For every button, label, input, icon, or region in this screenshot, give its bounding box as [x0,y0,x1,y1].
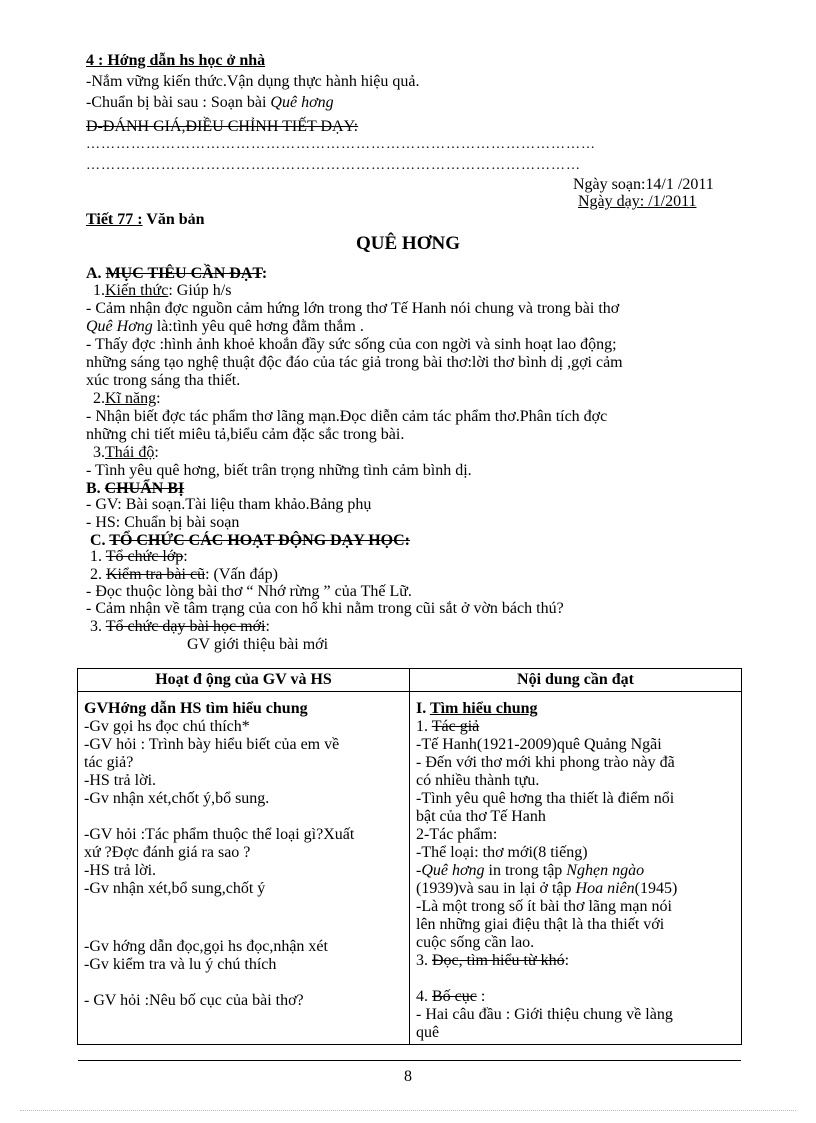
new-lesson-intro: GV giới thiệu bài mới [187,636,329,653]
left-line: - GV hỏi :Nêu bố cục của bài thơ? [84,992,304,1009]
preparation-gv: - GV: Bài soạn.Tài liệu tham khảo.Bảng phụ [86,496,372,513]
right-line: bật của thơ Tế Hanh [416,808,546,825]
knowledge-label: 1.Kiến thức: Giúp h/s [93,282,232,299]
lesson-label: Tiết 77 : Văn bản [86,211,205,228]
left-line: -HS trả lời. [84,862,157,879]
right-heading: I. Tìm hiểu chung [416,700,538,717]
knowledge-line-3: - Thấy đợc :hình ảnh khoẻ khoắn đầy sức sống của con ngời và sinh hoạt lao động; [86,336,617,353]
header-content: Nội dung cần đạt [410,669,742,692]
evaluation-heading: D-ĐÁNH GIÁ,ĐIỀU CHỈNH TIẾT DẠY: [86,118,359,135]
read-label: 3. Đọc, tìm hiểu từ khó: [416,952,570,969]
layout-label: 4. Bố cục : [416,988,486,1005]
right-line: - Đến với thơ mới khi phong trào này đã [416,754,675,771]
right-line: cuộc sống cần lao. [416,934,535,951]
right-line: quê [416,1024,440,1041]
date-taught: Ngày dạy: /1/2011 [578,193,697,210]
left-line: -Gv hớng dẫn đọc,gọi hs đọc,nhận xét [84,938,328,955]
knowledge-line-1: - Cảm nhận đợc nguồn cảm hứng lớn trong thơ Tế Hanh nói chung và trong bài thơ [86,300,620,317]
objectives-heading: A. MỤC TIÊU CẦN ĐẠT: [86,265,268,282]
page-number: 8 [404,1068,412,1085]
right-line: 2-Tác phẩm: [416,826,498,843]
old-lesson-check: 2. Kiểm tra bài cũ: (Vấn đáp) [90,566,278,583]
dotted-line-2: ……………………………………………………………………………………… [86,158,581,173]
left-line: -Gv nhận xét,bổ sung,chốt ý [84,880,266,897]
left-line: xứ ?Đợc đánh giá ra sao ? [84,844,251,861]
header-activities: Hoạt đ ộng của GV và HS [78,669,410,692]
skills-line-1: - Nhận biết đợc tác phẩm thơ lãng mạn.Đọc diễn cảm tác phẩm thơ.Phân tích đợc [86,408,608,425]
right-line: - Hai câu đầu : Giới thiệu chung về làng [416,1006,673,1023]
left-line: -HS trả lời. [84,772,157,789]
right-line: -Là một trong số ít bài thơ lãng mạn nói [416,898,672,915]
new-lesson-label: 3. Tổ chức dạy bài học mới: [90,618,270,635]
attitude-line-1: - Tình yêu quê hơng, biết trân trọng những tình cảm bình dị. [86,462,472,479]
homework-line-1: -Nắm vững kiến thức.Vận dụng thực hành hiệu quả. [86,73,420,90]
check-question-2: - Cảm nhận về tâm trạng của con hổ khi nằm trong cũi sắt ở vờn bách thú? [86,600,564,617]
footer-rule [20,1110,796,1111]
bottom-rule [78,1060,741,1061]
right-line: có nhiều thành tựu. [416,772,540,789]
preparation-hs: - HS: Chuẩn bị bài soạn [86,514,240,531]
right-line: lên những giai điệu thật là tha thiết với [416,916,665,933]
class-organization: 1. Tổ chức lớp: [90,548,188,565]
right-line: -Tế Hanh(1921-2009)quê Quảng Ngãi [416,736,662,753]
left-line: -Gv gọi hs đọc chú thích* [84,718,250,735]
activities-heading: C. TỔ CHỨC CÁC HOẠT ĐỘNG DẠY HỌC: [90,532,411,549]
left-line: -Gv kiểm tra và lu ý chú thích [84,956,277,973]
lesson-title: QUÊ HƠNG [356,233,460,254]
dotted-line-1: ………………………………………………………………………………………… [86,137,596,152]
check-question-1: - Đọc thuộc lòng bài thơ “ Nhớ rừng ” của Thế Lữ. [86,583,412,600]
right-line: -Tình yêu quê hơng tha thiết là điểm nổi [416,790,675,807]
date-prepared: Ngày soạn:14/1 /2011 [573,176,714,193]
attitude-label: 3.Thái độ: [93,444,159,461]
knowledge-line-4: những sáng tạo nghệ thuật độc đáo của tác giả trong bài thơ:lời thơ bình dị ,gợi cảm [86,354,623,371]
left-heading: GVHớng dẫn HS tìm hiểu chung [84,700,308,717]
right-line: (1939)và sau in lại ở tập Hoa niên(1945) [416,880,678,897]
homework-line-2: -Chuẩn bị bài sau : Soạn bài Quê hơng [86,94,334,111]
left-line: tác giả? [84,754,134,771]
left-line: -GV hỏi : Trình bày hiểu biết của em về [84,736,340,753]
knowledge-line-2: Quê Hơng là:tình yêu quê hơng đằm thắm . [86,318,364,335]
homework-heading: 4 : Hớng dẫn hs học ở nhà [86,52,266,69]
left-line: -GV hỏi :Tác phẩm thuộc thể loại gì?Xuất [84,826,355,843]
activities-cell [78,692,410,1045]
preparation-heading: B. CHUẨN BỊ [86,480,185,497]
left-line: -Gv nhận xét,chốt ý,bổ sung. [84,790,270,807]
lesson-table [77,668,742,1045]
skills-line-2: những chi tiết miêu tả,biểu cảm đặc sắc trong bài. [86,426,405,443]
right-line: -Quê hơng in trong tập Nghẹn ngào [416,862,645,879]
skills-label: 2.Kĩ năng: [93,390,161,407]
content-cell [410,692,742,1045]
knowledge-line-5: xúc trong sáng tha thiết. [86,372,241,389]
author-label: 1. Tác giả [416,718,480,735]
right-line: -Thể loại: thơ mới(8 tiếng) [416,844,588,861]
